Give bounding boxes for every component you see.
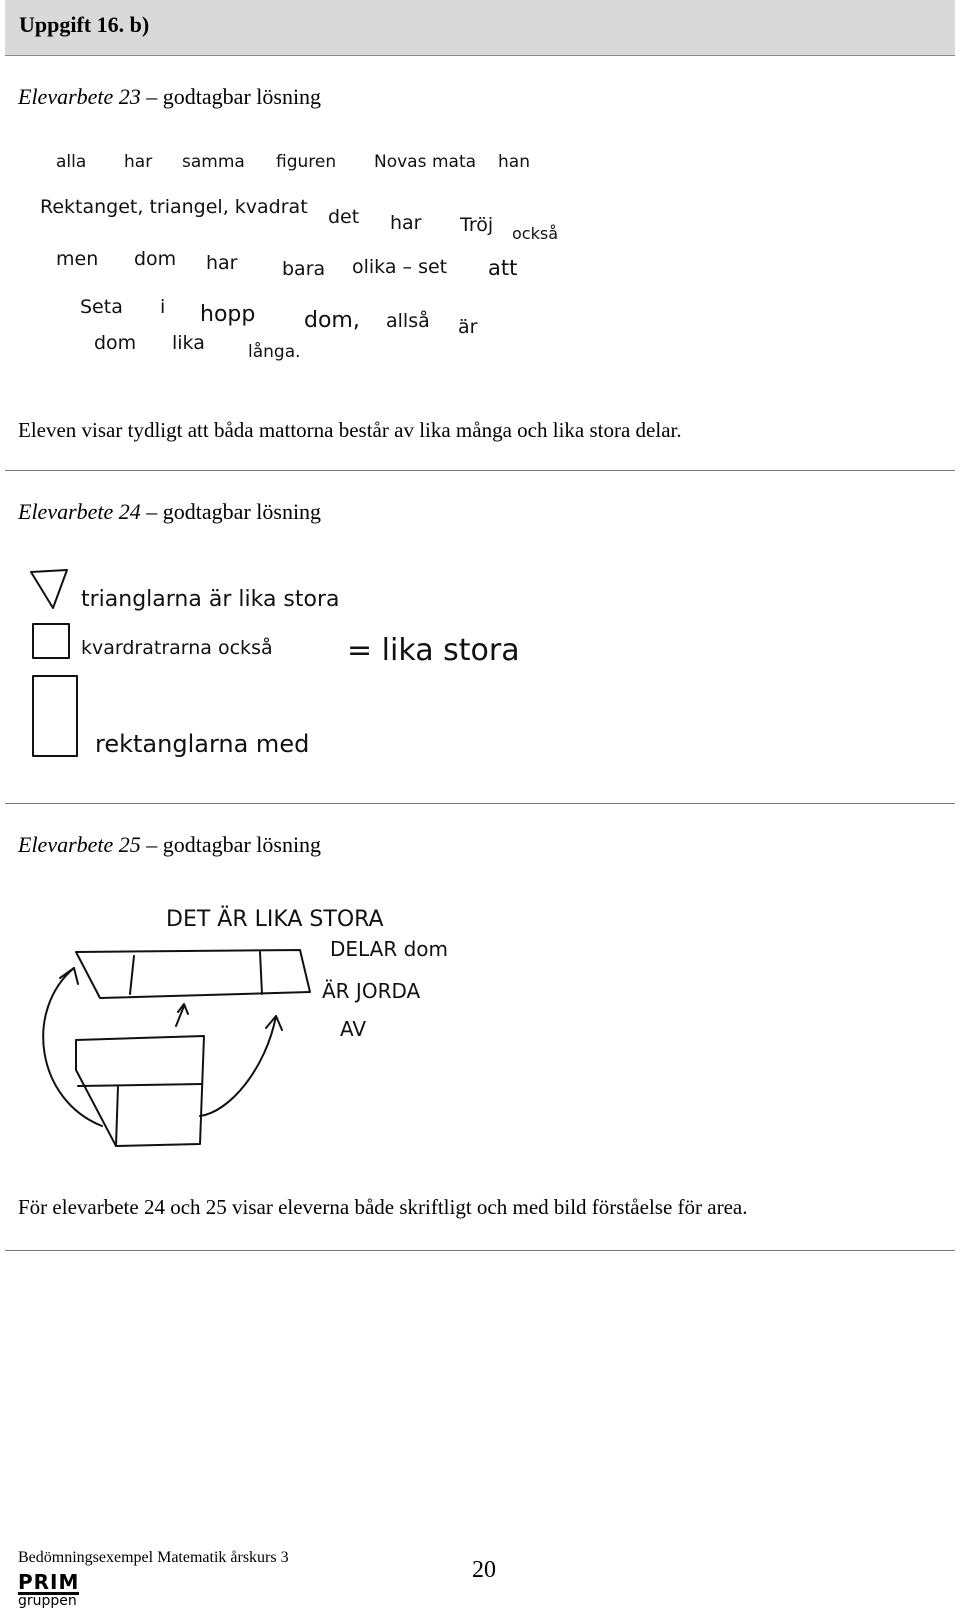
hw-word: Tröj	[460, 214, 494, 236]
section-label-24: Elevarbete 24 – godtagbar lösning	[18, 499, 322, 524]
hw-word: Seta	[80, 296, 123, 318]
hw-word: hopp	[200, 302, 256, 327]
logo-prim: PRIM	[18, 1570, 80, 1594]
hw-line: AV	[340, 1017, 367, 1041]
handwriting-23	[30, 135, 590, 380]
hw-word: dom	[134, 248, 177, 270]
divider	[5, 1250, 955, 1251]
hw-word: mata	[432, 152, 477, 172]
hw-word: samma	[182, 152, 245, 172]
hw-word: allså	[386, 310, 430, 332]
page-title: Uppgift 16. b)	[19, 12, 150, 37]
hw-word: dom	[94, 332, 137, 354]
hw-word: också	[512, 224, 558, 243]
page-number: 20	[472, 1557, 496, 1583]
hw-word: lika	[172, 332, 205, 354]
hw-line: kvardratrarna också	[81, 637, 273, 659]
upper-mat-dividers	[130, 952, 262, 994]
triangle-drawing	[31, 570, 67, 608]
divider	[5, 470, 955, 471]
hw-word: att	[488, 256, 518, 280]
comment-23: Eleven visar tydligt att båda mattorna består av lika många och lika stora delar.	[18, 418, 682, 442]
hw-line: = lika stora	[347, 633, 520, 668]
hw-word: har	[390, 212, 422, 234]
hw-word: långa.	[248, 342, 301, 362]
right-arrow-drawing	[200, 1016, 276, 1116]
small-arrow-drawing	[176, 1004, 188, 1026]
hw-word: olika – set	[352, 256, 448, 278]
hw-word: har	[124, 152, 153, 172]
hw-word: Rektanget, triangel, kvadrat	[40, 196, 308, 218]
hw-line: rektanglarna med	[95, 730, 310, 758]
handwriting-25	[30, 890, 510, 1160]
hw-word: Novas	[374, 152, 427, 172]
square-drawing	[33, 624, 69, 658]
hw-line: ÄR JORDA	[322, 979, 421, 1003]
divider	[5, 803, 955, 804]
comment-24-25: För elevarbete 24 och 25 visar eleverna både skriftligt och med bild förståelse för area.	[18, 1195, 748, 1219]
hw-line: DET ÄR LIKA STORA	[166, 907, 384, 932]
handwriting-24	[25, 562, 525, 777]
hw-word: i	[160, 296, 166, 318]
rectangle-drawing	[33, 676, 77, 756]
page-header	[5, 0, 955, 56]
lower-mat-dividers	[78, 1084, 202, 1146]
lower-mat-drawing	[76, 1036, 204, 1146]
footer-text: Bedömningsexempel Matematik årskurs 3	[18, 1549, 289, 1566]
left-arrow-head	[60, 968, 78, 984]
hw-word: alla	[56, 152, 87, 172]
hw-word: dom,	[304, 308, 360, 333]
hw-line: trianglarna är lika stora	[81, 587, 340, 612]
hw-word: han	[498, 152, 530, 172]
hw-word: bara	[282, 258, 326, 280]
section-label-25: Elevarbete 25 – godtagbar lösning	[18, 832, 322, 857]
prim-logo	[18, 1570, 108, 1609]
hw-word: är	[458, 316, 478, 338]
logo-gruppen: gruppen	[18, 1593, 77, 1609]
hw-word: har	[206, 252, 238, 274]
upper-mat-drawing	[76, 950, 310, 998]
hw-word: figuren	[276, 152, 337, 172]
section-label-23: Elevarbete 23 – godtagbar lösning	[18, 84, 322, 109]
hw-line: DELAR dom	[330, 937, 448, 961]
hw-word: det	[328, 206, 360, 228]
hw-word: men	[56, 248, 99, 270]
